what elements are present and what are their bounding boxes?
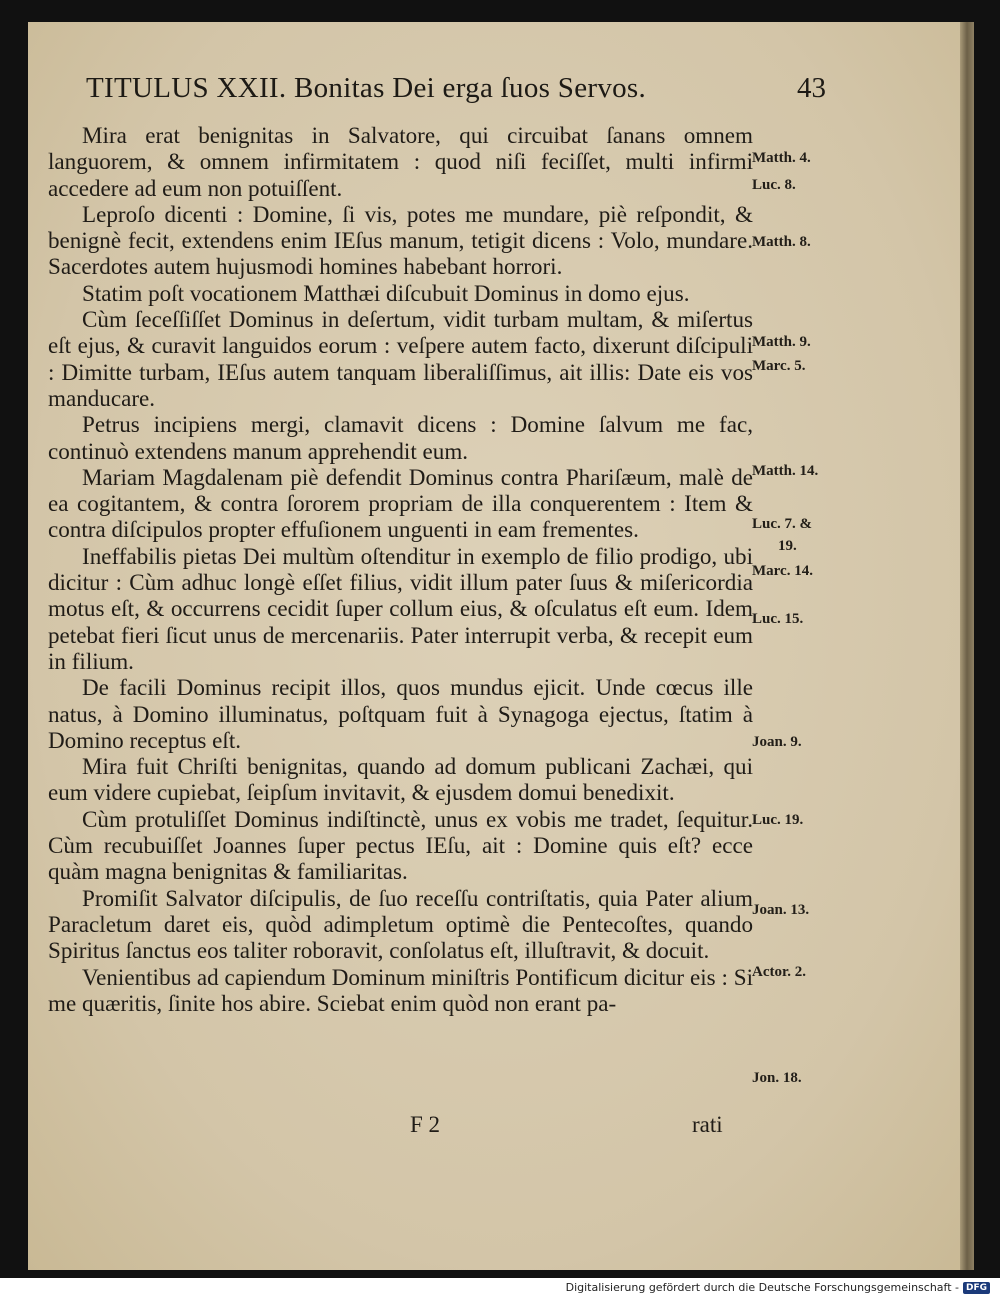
- page-number: 43: [797, 72, 826, 104]
- signature-mark: F 2: [410, 1112, 441, 1137]
- paragraph: Leproſo dicenti : Domine, ſi vis, potes me mundare, piè reſpondit, & benignè fecit, extendens enim IEſus manum, tetigit dicens : Volo, mundare. Sacerdotes autem hujusmodi homines habebant horrori.: [48, 200, 753, 280]
- catchword: rati: [692, 1112, 723, 1137]
- paragraph: Petrus incipiens mergi, clamavit dicens : Domine ſalvum me fac, continuò extendens manum apprehendit eum.: [48, 411, 753, 464]
- paragraph: Cùm protuliſſet Dominus indiſtinctè, unus ex vobis me tradet, ſequitur. Cùm recubuiſſet Joannes ſuper pectus IEſu, ait : Domine quis eſt? ecce quàm magna benignitas & familiaritas.: [48, 805, 753, 885]
- margin-note: Matth. 14.: [752, 463, 819, 479]
- dfg-logo: DFG: [963, 1282, 990, 1294]
- paragraph: De facili Dominus recipit illos, quos mundus ejicit. Unde cœcus ille natus, à Domino illuminatus, poſtquam fuit à Synagoga ejectus, ſtatim à Domino receptus eſt.: [48, 674, 753, 753]
- paragraph: Mariam Magdalenam piè defendit Dominus contra Phariſæum, malè de ea cogitantem, & contra ſororem propriam de illa conquerentem : Item & contra diſcipulos propter effuſionem unguenti in eam frementes.: [48, 463, 753, 543]
- margin-note: 19.: [778, 538, 797, 554]
- margin-note: Luc. 7. &: [752, 516, 812, 532]
- margin-note: Marc. 14.: [752, 563, 813, 579]
- margin-note: Luc. 15.: [752, 611, 804, 627]
- paragraph: Cùm ſeceſſiſſet Dominus in deſertum, vidit turbam multam, & miſertus eſt ejus, & curavit languidos eorum : veſpere autem facto, dixerunt diſcipuli : Dimitte turbam, IEſus autem tanquam liberaliſſimus, ait illis: Date eis vos manducare.: [48, 306, 753, 411]
- body-text: [48, 122, 753, 1016]
- margin-note: Marc. 5.: [752, 358, 806, 374]
- page-edge-shadow: [960, 22, 974, 1270]
- running-title: TITULUS XXII. Bonitas Dei erga ſuos Servos.: [86, 72, 647, 104]
- credit-text: Digitalisierung gefördert durch die Deutsche Forschungsgemeinschaft -: [565, 1281, 959, 1294]
- margin-note: Actor. 2.: [752, 964, 807, 980]
- paragraph: Mira erat benignitas in Salvatore, qui circuibat ſanans omnem languorem, & omnem infirmitatem : quod niſi feciſſet, multi infirmi accedere ad eum non potuiſſent.: [48, 122, 753, 201]
- paragraph: Mira fuit Chriſti benignitas, quando ad domum publicani Zachæi, qui eum videre cupiebat, ſeipſum invitavit, & ejusdem domui benedixit.: [48, 753, 753, 806]
- digitization-credit: [566, 1281, 990, 1294]
- paragraph: Venientibus ad capiendum Dominum miniſtris Pontificum dicitur eis : Si me quæritis, ſinite hos abire. Sciebat enim quòd non erant pa-: [48, 963, 753, 1016]
- paragraph: Statim poſt vocationem Matthæi diſcubuit Dominus in domo ejus.: [82, 279, 690, 306]
- paragraph: Promiſit Salvator diſcipulis, de ſuo receſſu contriſtatis, quia Pater alium Paracletum daret eis, quòd adimpletum optimè die Pentecoſtes, quando Spiritus ſanctus eos taliter roboravit, conſolatus eſt, illuſtravit, & docuit.: [48, 884, 753, 964]
- margin-note: Jon. 18.: [752, 1070, 802, 1086]
- margin-note: Matth. 4.: [752, 150, 811, 166]
- margin-note: Matth. 9.: [752, 334, 811, 350]
- margin-note: Matth. 8.: [752, 234, 811, 250]
- paragraph: Ineffabilis pietas Dei multùm oſtenditur in exemplo de filio prodigo, ubi dicitur : Cùm adhuc longè eſſet filius, vidit illum pater ſuus & miſericordia motus eſt, & occurrens cecidit ſuper collum eius, & oſculatus eſt eum. Idem petebat fieri ſicut unus de mercenariis. Pater interrupit verba, & recepit eum in filium.: [48, 542, 753, 674]
- margin-note: Luc. 19.: [752, 812, 804, 828]
- margin-note: Luc. 8.: [752, 177, 796, 193]
- margin-note: Joan. 9.: [752, 734, 802, 750]
- running-header: [86, 72, 826, 112]
- margin-note: Joan. 13.: [752, 902, 810, 918]
